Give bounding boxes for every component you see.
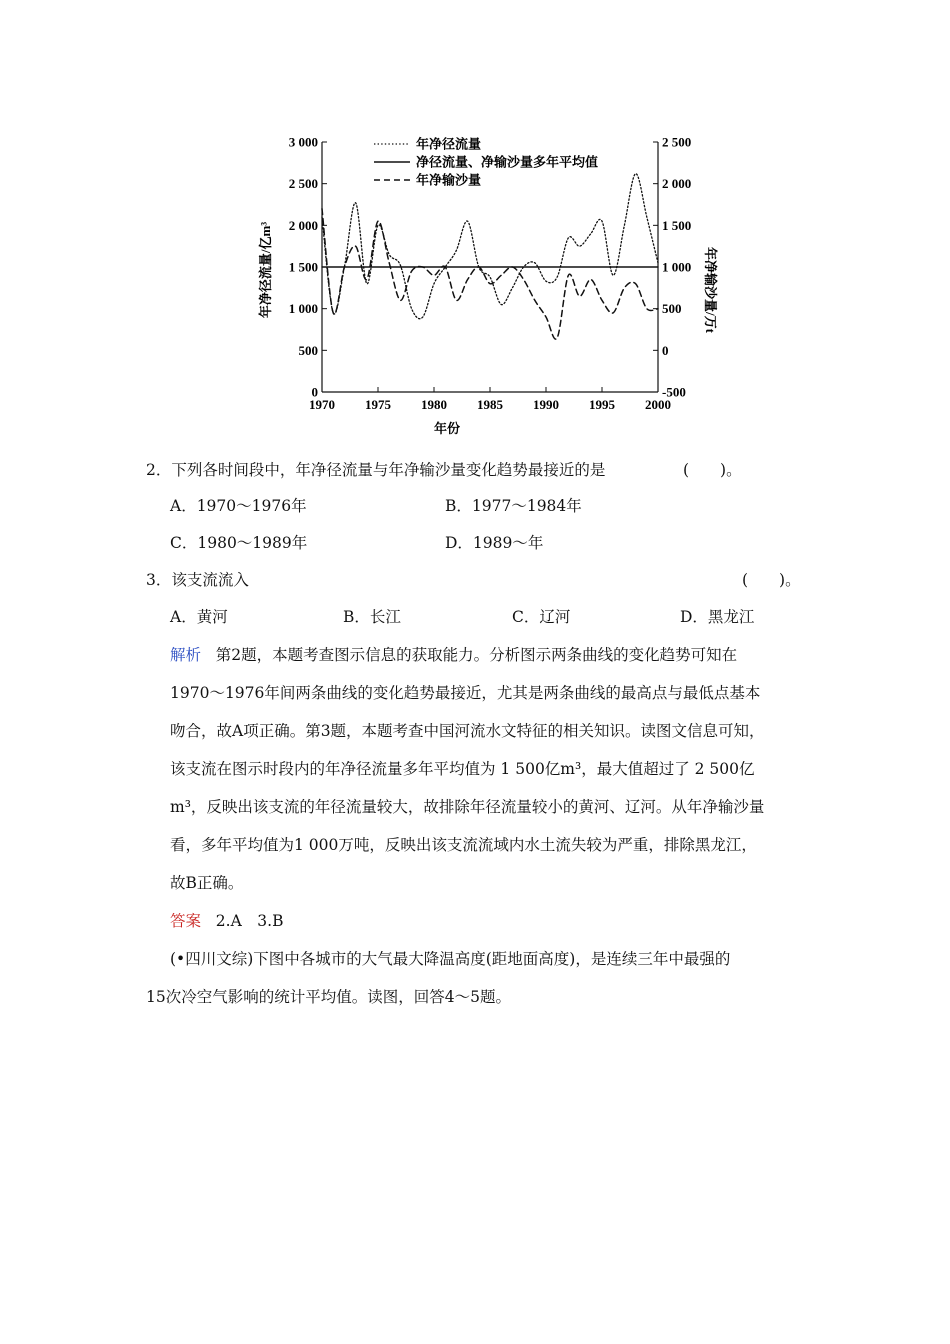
q2-option-a[interactable]: A．1970～1976年: [170, 497, 307, 515]
q3-option-b[interactable]: B．长江: [343, 608, 401, 626]
analysis-text-1: 第2题，本题考查图示信息的获取能力。分析图示两条曲线的变化趋势可知在: [215, 646, 738, 664]
q2-option-b[interactable]: B．1977～1984年: [445, 497, 582, 515]
x-tick-label: 1985: [477, 397, 503, 412]
q2-option-d[interactable]: D．1989～年: [445, 534, 544, 552]
answer-label: 答案: [170, 912, 202, 930]
y-right-axis-label: 年净输沙量/万t: [703, 247, 718, 333]
q2-option-c[interactable]: C．1980～1989年: [170, 534, 308, 552]
x-tick-label: 1990: [533, 397, 559, 412]
x-axis-label: 年份: [433, 421, 461, 436]
y-right-tick-label: 0: [662, 342, 669, 358]
y-right-tick-label: -500: [662, 384, 686, 400]
intro-line-1: (•四川文综)下图中各城市的大气最大降温高度(距地面高度)，是连续三年中最强的: [170, 950, 731, 968]
y-right-tick-label: 500: [662, 301, 682, 317]
chart-ticks: [289, 135, 692, 413]
y-left-tick-label: 2 000: [288, 217, 318, 233]
q3-bracket: ( )。: [742, 571, 801, 589]
chart-series: [322, 174, 658, 340]
q2-bracket: ( )。: [683, 461, 742, 479]
analysis-line-4: 该支流在图示时段内的年净径流量多年平均值为 1 500亿m³，最大值超过了 2 500亿: [170, 760, 755, 778]
runoff-sediment-chart: [250, 130, 718, 442]
chart-legend: [374, 137, 598, 188]
y-left-tick-label: 0: [311, 384, 318, 400]
q3-stem: 3．该支流流入: [146, 571, 249, 589]
x-tick-label: 1995: [589, 397, 615, 412]
y-left-tick-label: 1 500: [288, 259, 318, 275]
y-left-tick-label: 500: [298, 342, 318, 358]
q2-stem: 2．下列各时间段中，年净径流量与年净输沙量变化趋势最接近的是: [146, 461, 606, 479]
legend-label: 年净输沙量: [416, 172, 482, 188]
x-tick-label: 1980: [421, 397, 447, 412]
legend-label: 年净径流量: [416, 136, 482, 152]
y-left-axis-label: 年净径流量/亿m³: [258, 221, 273, 319]
legend-label: 净径流量、净输沙量多年平均值: [416, 154, 599, 170]
answer-line: [170, 911, 283, 931]
analysis-label: 解析: [170, 646, 202, 664]
y-left-tick-label: 1 000: [288, 301, 318, 317]
x-tick-label: 1970: [309, 397, 335, 412]
q3-option-a[interactable]: A．黄河: [170, 608, 228, 626]
y-right-tick-label: 2 500: [662, 134, 692, 150]
x-tick-label: 1975: [365, 397, 391, 412]
answer-text: 2.A 3.B: [215, 912, 284, 930]
q3-option-d[interactable]: D．黑龙江: [680, 608, 755, 626]
intro-line-2: 15次冷空气影响的统计平均值。读图，回答4～5题。: [146, 988, 511, 1006]
analysis-line-6: 看，多年平均值为1 000万吨，反映出该支流流域内水土流失较为严重，排除黑龙江，: [170, 836, 757, 854]
y-right-tick-label: 1 500: [662, 217, 692, 233]
analysis-line-2: 1970～1976年间两条曲线的变化趋势最接近，尤其是两条曲线的最高点与最低点基本: [170, 684, 761, 702]
y-left-tick-label: 3 000: [288, 134, 318, 150]
q3-option-c[interactable]: C．辽河: [512, 608, 571, 626]
series-line-dashed: [322, 209, 658, 339]
analysis-line-3: 吻合，故A项正确。第3题，本题考查中国河流水文特征的相关知识。读图文信息可知，: [170, 722, 765, 740]
y-left-tick-label: 2 500: [288, 176, 318, 192]
analysis-line-7: 故B正确。: [170, 874, 244, 892]
analysis-line-5: m³，反映出该支流的年径流量较大，故排除年径流量较小的黄河、辽河。从年净输沙量: [170, 798, 765, 816]
y-right-tick-label: 2 000: [662, 176, 692, 192]
y-right-tick-label: 1 000: [662, 259, 692, 275]
x-tick-label: 2000: [645, 397, 671, 412]
analysis-line-1: [170, 645, 737, 665]
